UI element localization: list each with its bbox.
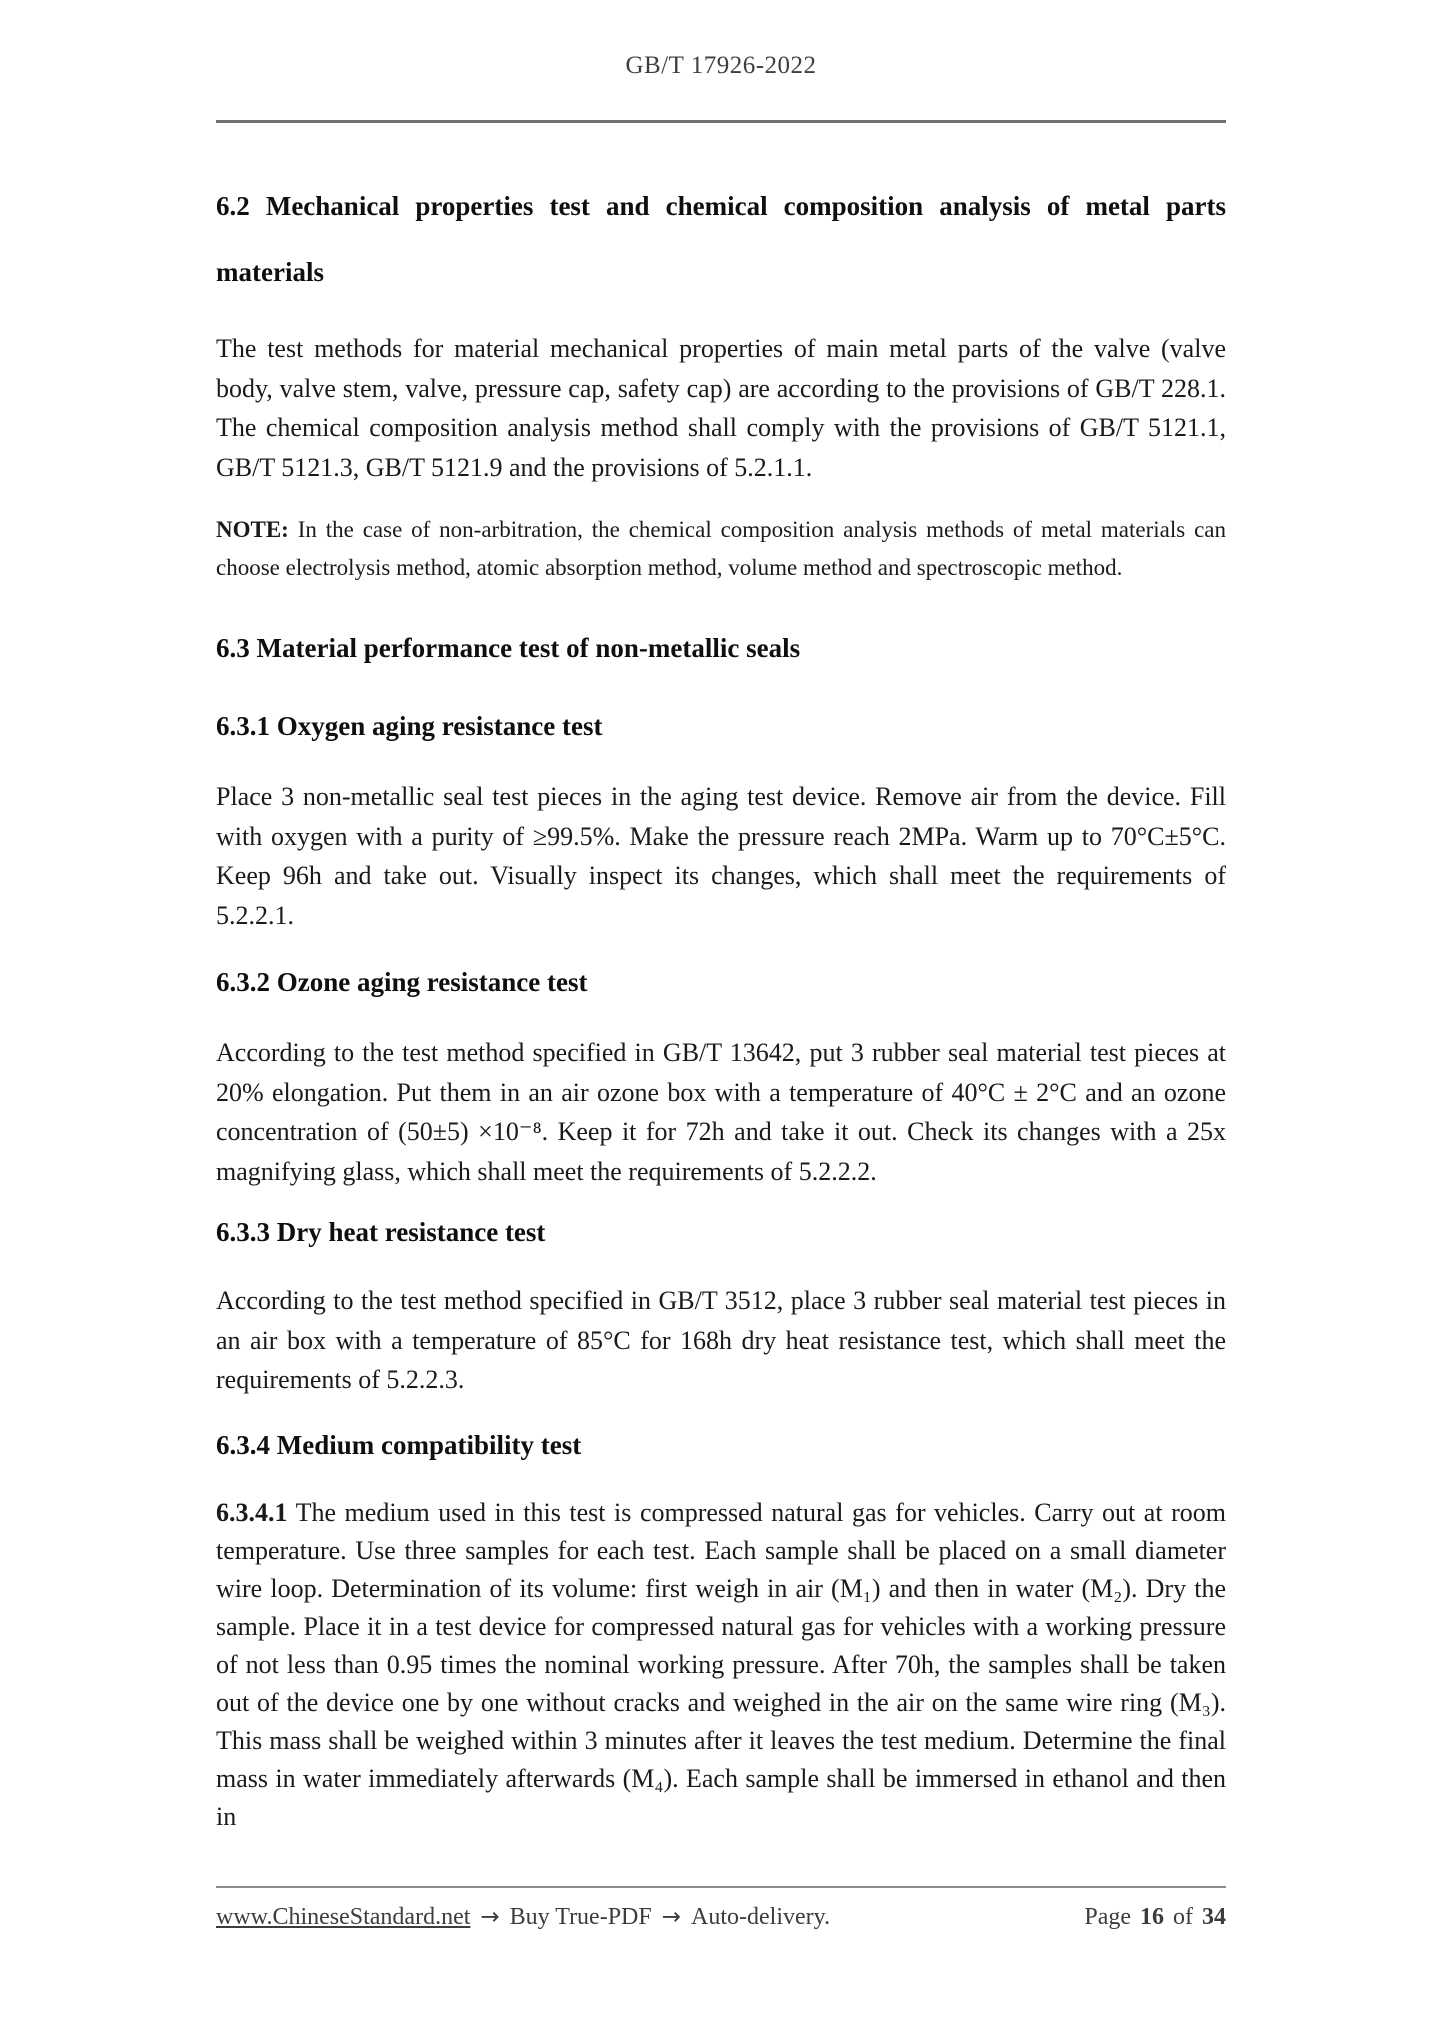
paragraph-6-3-2: According to the test method specified in GB/T 13642, put 3 rubber seal material test pieces at 20% elongation. Put them in an air ozone box with a temperature of 40°C ± 2°C and an ozone concentration of (50±5) ×10⁻⁸. Keep it for 72h and take it out. Check its changes with a 25x magnifying glass, which shall meet the requirements of 5.2.2.2. [216,1038,1226,1186]
right-arrow-icon: → [661,1904,682,1930]
note-label: NOTE: [216,517,289,542]
footer-row [216,1904,1226,1931]
section-heading-6-2-line1: 6.2 Mechanical properties test and chemical composition analysis of metal parts [216,191,1226,221]
footer-buy-text: Buy True-PDF [509,1904,652,1930]
section-heading-6-3: 6.3 Material performance test of non-metallic seals [216,633,801,663]
header-rule [216,120,1226,123]
section-heading-6-3-2: 6.3.2 Ozone aging resistance test [216,967,588,997]
page-footer [216,1886,1226,1931]
page-indicator [1084,1904,1226,1931]
section-heading-6-2 [216,173,1226,305]
footer-rule [216,1886,1226,1888]
section-heading-6-3-4: 6.3.4 Medium compatibility test [216,1429,582,1460]
of-label: of [1173,1904,1193,1930]
page-total: 34 [1202,1904,1226,1930]
page-current: 16 [1140,1904,1164,1930]
note-6-2 [216,511,1226,587]
paragraph-6-3-3: According to the test method specified in GB/T 3512, place 3 rubber seal material test pieces in an air box with a temperature of 85°C for 168h dry heat resistance test, which shall meet the requirements of 5.2.2.3. [216,1286,1226,1394]
footer-source [216,1904,830,1931]
page-content [216,0,1226,1836]
right-arrow-icon: → [480,1904,500,1930]
section-heading-6-3-1: 6.3.1 Oxygen aging resistance test [216,711,603,741]
document-number-header: GB/T 17926-2022 [625,52,817,79]
paragraph-6-2: The test methods for material mechanical properties of main metal parts of the valve (valve body, valve stem, valve, pressure cap, safety cap) are according to the provisions of GB/T 228.1. The chemical composition analysis method shall comply with the provisions of GB/T 5121.1, GB/T 5121.3, GB/T 5121.9 and the provisions of 5.2.1.1. [216,334,1226,482]
footer-website-link[interactable]: www.ChineseStandard.net [216,1904,471,1930]
paragraph-6-3-1: Place 3 non-metallic seal test pieces in the aging test device. Remove air from the device. Fill with oxygen with a purity of ≥99.5%. Make the pressure reach 2MPa. Warm up to 70°C±5°C. Keep 96h and take out. Visually inspect its changes, which shall meet the requirements of 5.2.2.1. [216,782,1226,930]
paragraph-6-3-4-1-lead: 6.3.4.1 [216,1497,288,1527]
page-label: Page [1084,1904,1131,1930]
footer-delivery-text: Auto-delivery. [691,1904,831,1930]
section-heading-6-2-line2: materials [216,257,324,287]
note-text: In the case of non-arbitration, the chemical composition analysis methods of metal materials can choose electrolysis method, atomic absorption method, volume method and spectroscopic method. [216,517,1226,580]
section-heading-6-3-3: 6.3.3 Dry heat resistance test [216,1217,546,1247]
paragraph-6-3-4-1 [216,1494,1226,1836]
paragraph-6-3-4-1-text: The medium used in this test is compressed natural gas for vehicles. Carry out at room temperature. Use three samples for each test. Each sample shall be placed on a small diameter wire loop. Determination of its volume: first weigh in air (M₁) and then in water (M₂). Dry the sample. Place it in a test device for compressed natural gas for vehicles with a working pressure of not less than 0.95 times the nominal working pressure. After 70h, the samples shall be taken out of the device one by one without cracks and weighed in the air on the same wire ring (M₃). This mass shall be weighed within 3 minutes after it leaves the test medium. Determine the final mass in water immediately afterwards (M₄). Each sample shall be immersed in ethanol and then in [216,1497,1226,1831]
